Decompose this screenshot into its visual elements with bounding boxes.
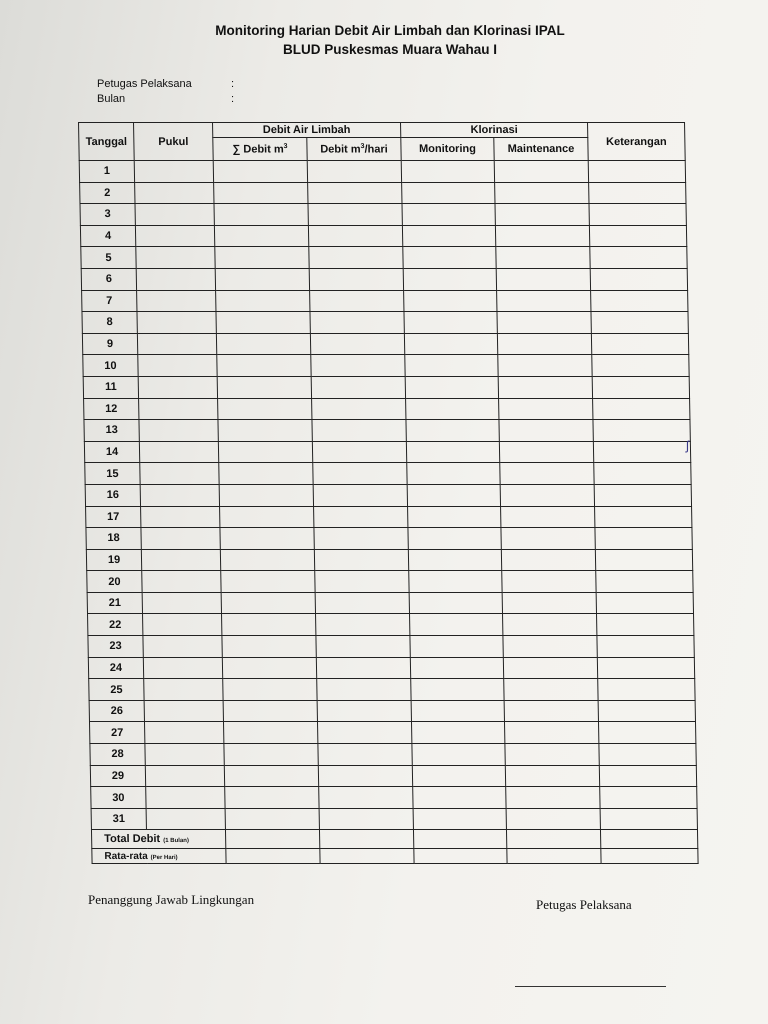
table-cell[interactable]: [221, 592, 315, 614]
table-cell[interactable]: [139, 420, 218, 442]
day-number: 19: [86, 549, 141, 571]
table-cell[interactable]: [316, 614, 410, 636]
table-cell[interactable]: [143, 657, 222, 679]
table-cell[interactable]: [589, 182, 686, 204]
table-cell[interactable]: [144, 679, 223, 701]
field-colon: :: [231, 78, 235, 90]
table-cell[interactable]: [138, 355, 217, 377]
table-cell[interactable]: [413, 787, 506, 809]
day-number: 29: [90, 765, 145, 787]
field-colon: :: [231, 93, 235, 105]
table-cell[interactable]: [592, 376, 689, 398]
table-cell[interactable]: [591, 290, 688, 312]
total-debit-text: Total Debit: [104, 833, 161, 846]
table-row: [86, 506, 692, 528]
table-cell[interactable]: [220, 549, 314, 571]
table-cell[interactable]: [592, 355, 689, 377]
table-cell[interactable]: [504, 679, 598, 701]
table-cell[interactable]: [499, 398, 593, 420]
day-number: 6: [81, 268, 136, 290]
table-cell[interactable]: [402, 204, 495, 226]
table-cell[interactable]: [599, 722, 696, 744]
table-cell[interactable]: [139, 441, 218, 463]
day-number: 14: [84, 441, 139, 463]
table-cell[interactable]: [594, 484, 691, 506]
table-row: [81, 247, 687, 269]
total-debit-note: (1 Bulan): [163, 838, 189, 845]
total-debit-row: [91, 830, 697, 849]
day-number: 8: [82, 312, 137, 334]
day-number: 27: [89, 722, 144, 744]
day-number: 15: [85, 463, 140, 485]
day-number: 12: [84, 398, 139, 420]
table-row: [89, 722, 695, 744]
table-cell[interactable]: [312, 398, 406, 420]
table-row: [85, 484, 691, 506]
table-cell[interactable]: [141, 506, 220, 528]
table-cell[interactable]: [142, 592, 221, 614]
table-cell[interactable]: [139, 398, 218, 420]
table-cell[interactable]: [405, 355, 498, 377]
table-cell[interactable]: [319, 830, 413, 849]
total-debit-label: [91, 830, 225, 849]
table-cell[interactable]: [402, 225, 495, 247]
table-cell[interactable]: [597, 657, 694, 679]
table-cell[interactable]: [498, 355, 592, 377]
table-cell[interactable]: [142, 571, 221, 593]
table-cell[interactable]: [504, 700, 598, 722]
table-cell[interactable]: [219, 484, 313, 506]
table-cell[interactable]: [136, 247, 215, 269]
table-cell[interactable]: [317, 679, 411, 701]
document-title-line2: BLUD Puskesmas Muara Wahau I: [282, 42, 498, 57]
table-cell[interactable]: [311, 355, 405, 377]
table-cell[interactable]: [501, 549, 595, 571]
table-cell[interactable]: [315, 592, 409, 614]
table-row: [82, 312, 688, 334]
table-cell[interactable]: [414, 849, 507, 864]
table-cell[interactable]: [407, 484, 500, 506]
table-cell[interactable]: [222, 657, 316, 679]
table-cell[interactable]: [495, 204, 589, 226]
average-label: [92, 849, 226, 864]
table-cell[interactable]: [136, 268, 215, 290]
table-cell[interactable]: [590, 268, 687, 290]
field-petugas-pelaksana: [97, 77, 235, 91]
table-row: [88, 636, 694, 658]
table-row: [87, 571, 693, 593]
table-cell[interactable]: [413, 808, 506, 830]
table-cell[interactable]: [311, 376, 405, 398]
table-cell[interactable]: [598, 700, 695, 722]
table-row: [81, 268, 687, 290]
table-cell[interactable]: [146, 787, 225, 809]
table-row: [87, 592, 693, 614]
day-number: 10: [83, 355, 138, 377]
table-cell[interactable]: [601, 830, 698, 849]
table-cell[interactable]: [500, 463, 594, 485]
average-note: (Per Hari): [150, 854, 178, 861]
table-cell[interactable]: [134, 161, 213, 183]
table-cell[interactable]: [214, 225, 308, 247]
table-cell[interactable]: [405, 376, 498, 398]
field-bulan: [97, 92, 235, 106]
table-cell[interactable]: [314, 506, 408, 528]
table-cell[interactable]: [226, 849, 320, 864]
table-cell[interactable]: [145, 744, 224, 766]
day-number: 25: [89, 679, 144, 701]
table-cell[interactable]: [218, 420, 312, 442]
table-row: [80, 204, 686, 226]
table-cell[interactable]: [406, 398, 499, 420]
table-cell[interactable]: [499, 441, 593, 463]
table-cell[interactable]: [138, 376, 217, 398]
table-cell[interactable]: [496, 247, 590, 269]
table-cell[interactable]: [220, 506, 314, 528]
table-cell[interactable]: [505, 765, 599, 787]
table-cell[interactable]: [308, 204, 402, 226]
table-cell[interactable]: [410, 636, 503, 658]
table-cell[interactable]: [316, 636, 410, 658]
header-debit-per-day-text: Debit m: [320, 143, 361, 156]
field-label: Petugas Pelaksana: [97, 78, 192, 90]
table-cell[interactable]: [591, 312, 688, 334]
table-row: [84, 441, 690, 463]
table-cell[interactable]: [309, 268, 403, 290]
day-number: 11: [83, 376, 138, 398]
table-cell[interactable]: [140, 463, 219, 485]
table-cell[interactable]: [503, 614, 597, 636]
table-cell[interactable]: [143, 636, 222, 658]
table-row: [82, 333, 688, 355]
table-cell[interactable]: [214, 182, 308, 204]
header-debit-per-day-suffix: /hari: [364, 143, 388, 156]
table-cell[interactable]: [135, 225, 214, 247]
table-cell[interactable]: [145, 765, 224, 787]
table-cell[interactable]: [599, 744, 696, 766]
table-cell[interactable]: [594, 463, 691, 485]
table-cell[interactable]: [317, 722, 411, 744]
table-cell[interactable]: [216, 333, 310, 355]
day-number: 21: [87, 592, 142, 614]
table-cell[interactable]: [596, 592, 693, 614]
table-cell[interactable]: [593, 420, 690, 442]
table-cell[interactable]: [497, 312, 591, 334]
table-cell[interactable]: [409, 592, 502, 614]
table-cell[interactable]: [600, 808, 697, 830]
table-cell[interactable]: [223, 722, 317, 744]
table-cell[interactable]: [315, 571, 409, 593]
table-row: [86, 528, 692, 550]
table-cell[interactable]: [215, 247, 309, 269]
table-cell[interactable]: [408, 506, 501, 528]
table-cell[interactable]: [223, 679, 317, 701]
table-cell[interactable]: [408, 549, 501, 571]
table-cell[interactable]: [137, 290, 216, 312]
table-cell[interactable]: [600, 787, 697, 809]
table-row: [88, 614, 694, 636]
table-cell[interactable]: [497, 333, 591, 355]
table-cell[interactable]: [410, 657, 503, 679]
table-row: [91, 808, 697, 830]
table-cell[interactable]: [213, 161, 307, 183]
table-cell[interactable]: [222, 614, 316, 636]
table-row: [85, 463, 691, 485]
day-number: 16: [85, 484, 140, 506]
table-row: [90, 765, 696, 787]
table-cell[interactable]: [218, 398, 312, 420]
day-number: 3: [80, 204, 135, 226]
footer-penanggung-jawab: Penanggung Jawab Lingkungan: [88, 892, 255, 907]
table-cell[interactable]: [411, 700, 504, 722]
day-number: 1: [79, 161, 134, 183]
signature-line: [515, 986, 666, 987]
table-cell[interactable]: [412, 722, 505, 744]
table-cell[interactable]: [320, 849, 414, 864]
monitoring-table: [78, 122, 699, 864]
table-cell[interactable]: [404, 312, 497, 334]
table-cell[interactable]: [313, 484, 407, 506]
table-cell[interactable]: [216, 312, 310, 334]
table-cell[interactable]: [503, 636, 597, 658]
table-cell[interactable]: [141, 549, 220, 571]
table-cell[interactable]: [217, 376, 311, 398]
day-number: 13: [84, 420, 139, 442]
table-cell[interactable]: [223, 700, 317, 722]
table-cell[interactable]: [495, 225, 589, 247]
table-cell[interactable]: [601, 849, 698, 864]
table-row: [79, 161, 685, 183]
day-number: 30: [91, 787, 146, 809]
field-label: Bulan: [97, 93, 126, 105]
table-cell[interactable]: [318, 744, 412, 766]
header-monitoring: Monitoring: [401, 138, 494, 161]
day-number: 7: [82, 290, 137, 312]
table-cell[interactable]: [495, 182, 589, 204]
table-cell[interactable]: [146, 808, 225, 830]
average-row: [92, 849, 698, 864]
superscript: 3: [283, 142, 288, 150]
table-cell[interactable]: [412, 744, 505, 766]
table-row: [86, 549, 692, 571]
table-cell[interactable]: [599, 765, 696, 787]
table-cell[interactable]: [406, 441, 499, 463]
table-cell[interactable]: [312, 441, 406, 463]
table-cell[interactable]: [403, 268, 496, 290]
table-cell[interactable]: [506, 787, 600, 809]
table-cell[interactable]: [218, 441, 312, 463]
day-number: 4: [80, 225, 135, 247]
table-cell[interactable]: [141, 528, 220, 550]
table-cell[interactable]: [502, 571, 596, 593]
header-sum-debit-text: ∑ Debit m: [232, 143, 284, 156]
table-cell[interactable]: [591, 333, 688, 355]
table-cell[interactable]: [215, 268, 309, 290]
table-cell[interactable]: [225, 830, 319, 849]
table-cell[interactable]: [221, 571, 315, 593]
table-cell[interactable]: [595, 549, 692, 571]
header-debit-air-limbah: Debit Air Limbah: [213, 123, 401, 138]
table-cell[interactable]: [135, 182, 214, 204]
table-cell[interactable]: [225, 787, 319, 809]
table-cell[interactable]: [310, 290, 404, 312]
table-row: [89, 679, 695, 701]
table-row: [88, 657, 694, 679]
day-number: 24: [88, 657, 143, 679]
header-tanggal: Tanggal: [79, 123, 135, 161]
table-cell[interactable]: [135, 204, 214, 226]
table-cell[interactable]: [310, 312, 404, 334]
table-cell[interactable]: [310, 333, 404, 355]
table-cell[interactable]: [319, 808, 413, 830]
table-cell[interactable]: [143, 614, 222, 636]
table-cell[interactable]: [408, 528, 501, 550]
table-cell[interactable]: [501, 528, 595, 550]
pen-mark: ʃ: [686, 438, 689, 453]
superscript: 3: [360, 142, 365, 150]
table-cell[interactable]: [412, 765, 505, 787]
table-cell[interactable]: [403, 247, 496, 269]
table-row: [84, 398, 690, 420]
table-cell[interactable]: [314, 549, 408, 571]
table-cell[interactable]: [404, 290, 497, 312]
table-row: [82, 290, 688, 312]
table-row: [84, 420, 690, 442]
table-cell[interactable]: [409, 571, 502, 593]
table-cell[interactable]: [219, 463, 313, 485]
table-cell[interactable]: [404, 333, 497, 355]
table-cell[interactable]: [401, 161, 494, 183]
table-row: [89, 700, 695, 722]
table-cell[interactable]: [502, 592, 596, 614]
table-row: [91, 787, 697, 809]
day-number: 9: [82, 333, 137, 355]
table-row: [80, 225, 686, 247]
table-cell[interactable]: [214, 204, 308, 226]
table-cell[interactable]: [500, 484, 594, 506]
table-row: [80, 182, 686, 204]
table-cell[interactable]: [593, 441, 690, 463]
table-cell[interactable]: [137, 333, 216, 355]
table-cell[interactable]: [595, 506, 692, 528]
table-cell[interactable]: [319, 787, 413, 809]
footer-petugas-pelaksana: Petugas Pelaksana: [536, 897, 632, 912]
header-sum-debit: [213, 138, 307, 161]
average-text: Rata-rata: [104, 850, 148, 862]
table-cell[interactable]: [225, 808, 319, 830]
table-cell[interactable]: [222, 636, 316, 658]
table-cell[interactable]: [593, 398, 690, 420]
table-row: [83, 355, 689, 377]
day-number: 5: [81, 247, 136, 269]
table-cell[interactable]: [595, 528, 692, 550]
day-number: 23: [88, 636, 143, 658]
table-cell[interactable]: [312, 420, 406, 442]
table-cell[interactable]: [316, 657, 410, 679]
table-cell[interactable]: [406, 420, 499, 442]
table-cell[interactable]: [137, 312, 216, 334]
table-cell[interactable]: [506, 830, 600, 849]
table-cell[interactable]: [407, 463, 500, 485]
table-cell[interactable]: [596, 571, 693, 593]
day-number: 2: [80, 182, 135, 204]
table-cell[interactable]: [140, 484, 219, 506]
table-row: [83, 376, 689, 398]
header-pukul: Pukul: [134, 123, 214, 161]
table-row: [90, 744, 696, 766]
table-cell[interactable]: [224, 744, 318, 766]
table-cell[interactable]: [589, 225, 686, 247]
table-cell[interactable]: [496, 268, 590, 290]
day-number: 20: [87, 571, 142, 593]
table-cell[interactable]: [413, 830, 506, 849]
table-cell[interactable]: [220, 528, 314, 550]
header-maintenance: Maintenance: [494, 138, 588, 161]
header-debit-per-day: [307, 138, 401, 161]
table-cell[interactable]: [307, 161, 401, 183]
table-cell[interactable]: [597, 614, 694, 636]
table-cell[interactable]: [318, 765, 412, 787]
table-cell[interactable]: [597, 636, 694, 658]
table-cell[interactable]: [598, 679, 695, 701]
table-cell[interactable]: [411, 679, 504, 701]
document-title-line1: Monitoring Harian Debit Air Limbah dan Klorinasi IPAL: [215, 23, 565, 38]
table-cell[interactable]: [503, 657, 597, 679]
header-klorinasi: Klorinasi: [401, 123, 588, 138]
table-cell[interactable]: [144, 722, 223, 744]
table-cell[interactable]: [589, 204, 686, 226]
table-cell[interactable]: [217, 355, 311, 377]
table-cell[interactable]: [410, 614, 503, 636]
day-number: 26: [89, 700, 144, 722]
table-cell[interactable]: [498, 376, 592, 398]
table-cell[interactable]: [499, 420, 593, 442]
table-cell[interactable]: [224, 765, 318, 787]
table-cell[interactable]: [216, 290, 310, 312]
table-cell[interactable]: [505, 744, 599, 766]
day-number: 31: [91, 808, 146, 830]
table-cell[interactable]: [309, 247, 403, 269]
table-cell[interactable]: [501, 506, 595, 528]
table-cell[interactable]: [314, 528, 408, 550]
day-number: 17: [86, 506, 141, 528]
table-cell[interactable]: [497, 290, 591, 312]
table-cell[interactable]: [308, 225, 402, 247]
day-number: 22: [88, 614, 143, 636]
table-cell[interactable]: [588, 161, 685, 183]
table-cell[interactable]: [505, 722, 599, 744]
table-cell[interactable]: [402, 182, 495, 204]
table-cell[interactable]: [494, 161, 588, 183]
table-cell[interactable]: [144, 700, 223, 722]
header-keterangan: Keterangan: [588, 123, 686, 161]
table-cell[interactable]: [590, 247, 687, 269]
day-number: 18: [86, 528, 141, 550]
table-cell[interactable]: [313, 463, 407, 485]
day-number: 28: [90, 744, 145, 766]
table-cell[interactable]: [317, 700, 411, 722]
table-cell[interactable]: [507, 849, 601, 864]
table-cell[interactable]: [308, 182, 402, 204]
table-cell[interactable]: [506, 808, 600, 830]
